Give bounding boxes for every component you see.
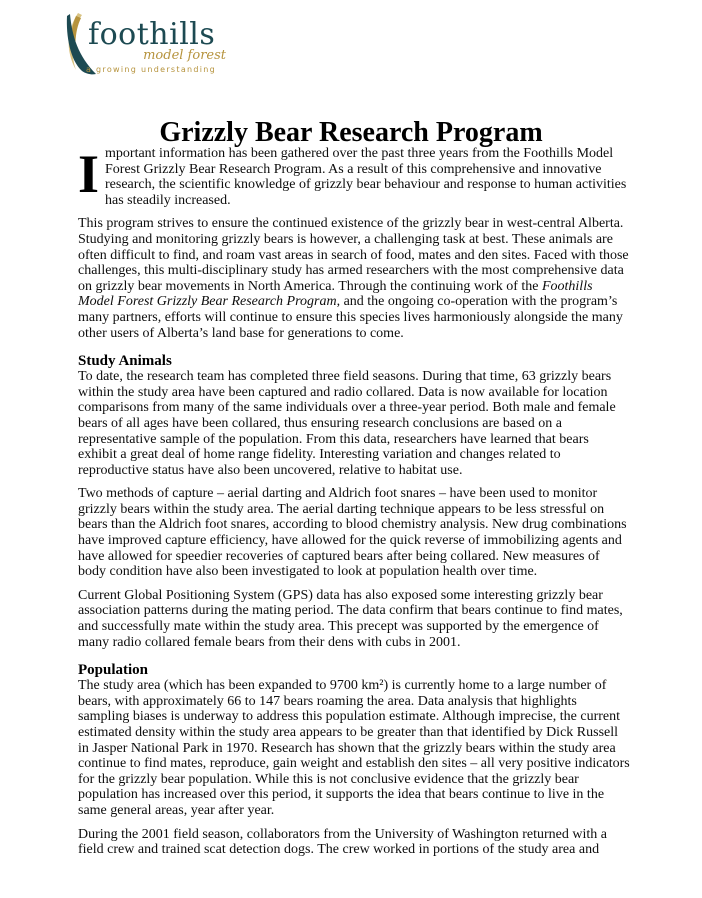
overview-paragraph (78, 216, 630, 341)
drop-cap: I (78, 144, 100, 204)
document-body (78, 146, 630, 866)
section-heading-population: Population (78, 662, 149, 679)
study-animals-paragraph-3: Current Global Positioning System (GPS) data has also exposed some interesting grizzly bear association patterns during the mating period. The data confirm that bears continue to find mates, and successfully mate within the study area. This precept was supported by the emergence of many radio collared female bears from their dens with cubs in 2001. (78, 587, 623, 650)
intro-text: mportant information has been gathered over the past three years from the Foothills Model Forest Grizzly Bear Research Program. As a result of this comprehensive and innovative research, the scientific knowledge of grizzly bear behaviour and response to human activities has steadily increased. (105, 146, 627, 208)
page-title: Grizzly Bear Research Program (159, 116, 543, 148)
logo-tagline: a growing understanding (86, 65, 217, 74)
population-paragraph-2: During the 2001 field season, collaborators from the University of Washington returned with a field crew and trained scat detection dogs. The crew worked in portions of the study area and (78, 826, 607, 858)
overview-text-pre: This program strives to ensure the continued existence of the grizzly bear in west-central Alberta. Studying and monitoring grizzly bears is however, a challenging task at best. These animals are often difficult to find, and roam vast areas in search of food, mates and den sites. Faced with those challenges, this multi-disciplinary study has armed researchers with the most comprehensive data on grizzly bear movements in North America. Through the continuing work of the (78, 216, 629, 294)
study-animals-paragraph-2: Two methods of capture – aerial darting and Aldrich foot snares – have been used to monitor grizzly bears within the study area. The aerial darting technique appears to be less stressful on bears than the Aldrich foot snares, according to blood chemistry analysis. New drug combinations have improved capture efficiency, have allowed for the quick reverse of immobilizing agents and have allowed for speedier recoveries of captured bears after being collared. New measures of body condition have also been investigated to look at population health over time. (78, 486, 627, 580)
section-heading-study-animals: Study Animals (78, 353, 172, 370)
logo-subtitle: model forest (143, 48, 226, 63)
population-paragraph-1: The study area (which has been expanded to 9700 km²) is currently home to a large number of bears, with approximately 66 to 147 bears roaming the area. Data analysis that highlights sampling biases is underway to address this population estimate. Although imprecise, the current estimated density within the study area appears to be greater than that identified by Dick Russell in Jasper National Park in 1970. Research has shown that the grizzly bears within the study area continue to find mates, reproduce, gain weight and establish den sites – all very positive indicators for the grizzly bear population. While this is not conclusive evidence that the grizzly bear population has increased over this period, it supports the idea that bears continue to live in the same general areas, year after year. (78, 678, 630, 818)
foothills-logo (62, 12, 232, 80)
study-animals-paragraph-1: To date, the research team has completed three field seasons. During that time, 63 grizzly bears within the study area have been captured and radio collared. Data is now available for location comparisons from many of the same individuals over a three-year period. Both male and female bears of all ages have been collared, thus ensuring research conclusions are based on a representative sample of the population. From this data, researchers have learned that bears exhibit a great deal of home range fidelity. Interesting variation and changes related to reproductive status have also been uncovered, relative to habitat use. (78, 369, 616, 478)
logo-wordmark: foothills (88, 17, 216, 52)
overview-program-name: Foothills Model Forest Grizzly Bear Research Program (78, 278, 593, 310)
intro-paragraph (78, 146, 630, 208)
overview-text-post: , and the ongoing co-operation with the program’s many partners, efforts will continue to ensure this species lives harmoniously alongside the many other users of Alberta’s land base for generations to come. (78, 294, 623, 341)
